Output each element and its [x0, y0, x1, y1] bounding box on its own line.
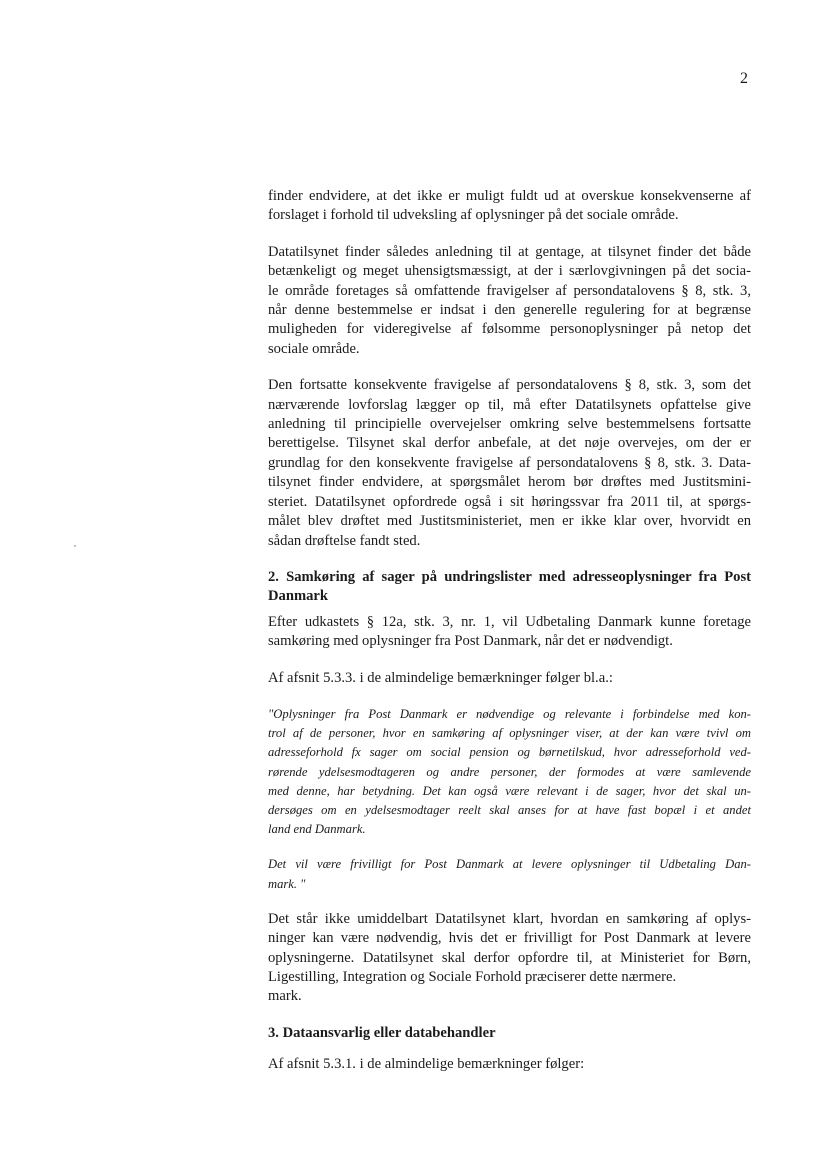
text-line: målet blev drøftet med Justitsministeriet, men er ikke klar over, hvorvidt en — [268, 513, 751, 530]
text-line: finder endvidere, at det ikke er muligt fuldt ud at overskue konsekvenserne af — [268, 188, 751, 204]
text-line: oplysningerne. Datatilsynet skal derfor opfordre til, at Ministeriet for Børn, — [268, 949, 751, 966]
text-line: når denne bestemmelse er indsat i den generelle regulering for at begrænse — [268, 302, 751, 319]
paragraph-6 — [268, 910, 751, 1007]
quotation-2 — [268, 855, 751, 893]
text-line: Den fortsatte konsekvente fravigelse af persondatalovens § 8, stk. 3, som det — [268, 377, 751, 394]
text-line: Det står ikke umiddelbart Datatilsynet klart, hvordan en samkøring af oplys- — [268, 910, 751, 927]
quote-line: Det vil være frivilligt for Post Danmark at levere oplysninger til Udbetaling Dan- — [268, 857, 751, 872]
section-heading-3 — [268, 1024, 751, 1043]
heading-line: Danmark — [268, 588, 328, 605]
text-line: Datatilsynet finder således anledning til at gentage, at tilsynet finder det både — [268, 243, 751, 260]
quote-line: trol af de personer, hvor en samkøring af oplysninger viser, at der kan være tvivl om — [268, 726, 751, 741]
quote-line: land end Danmark. — [268, 822, 366, 837]
paragraph-4 — [268, 613, 751, 652]
paragraph-3 — [268, 376, 751, 551]
text-line: Af afsnit 5.3.1. i de almindelige bemærkninger følger: — [268, 1056, 585, 1073]
paragraph-2 — [268, 243, 751, 359]
page-number: 2 — [740, 70, 748, 87]
text-line: tilsynet finder endvidere, at spørgsmålet herom bør drøftes med Justitsmini- — [268, 474, 751, 491]
paragraph-1 — [268, 187, 751, 226]
heading-line: 2. Samkøring af sager på undringslister med adresseoplysninger fra Post — [268, 568, 751, 585]
quote-line: adresseforhold fx sager om social pension og børnetilskud, hvor adresseforhold ved- — [268, 745, 751, 760]
heading-line: 3. Dataansvarlig eller databehandler — [268, 1024, 496, 1041]
quotation-1 — [268, 705, 751, 839]
text-line: sociale område. — [268, 340, 360, 357]
text-line: ninger kan være nødvendig, hvis det er frivilligt for Post Danmark at levere — [268, 930, 751, 947]
scan-speck — [74, 545, 76, 547]
text-line: Efter udkastets § 12a, stk. 3, nr. 1, vil Udbetaling Danmark kunne foretage — [268, 613, 751, 630]
quote-line: rørende ydelsesmodtageren og andre personer, der formodes at være samlevende — [268, 764, 751, 779]
text-line: nærværende lovforslag lægger op til, må efter Datatilsynets opfattelse give — [268, 396, 751, 413]
quote-line: mark. " — [268, 876, 306, 891]
text-line: Ligestilling, Integration og Sociale Forhold præciserer dette nærmere. — [268, 968, 677, 985]
quote-line: "Oplysninger fra Post Danmark er nødvendige og relevante i forbindelse med kon- — [268, 706, 751, 721]
text-line: samkøring med oplysninger fra Post Danmark, når det er nødvendigt. — [268, 633, 673, 650]
quote-line: med denne, har betydning. Det kan også være relevant i de sager, hvor det skal un- — [268, 783, 751, 798]
text-line: mark. — [268, 988, 302, 1005]
text-line: betænkeligt og meget uhensigtsmæssigt, at der i særlovgivningen på det socia- — [268, 263, 751, 280]
text-line: Af afsnit 5.3.3. i de almindelige bemærkninger følger bl.a.: — [268, 669, 613, 686]
text-line: muligheden for videregivelse af følsomme personoplysninger på netop det — [268, 321, 751, 338]
paragraph-7 — [268, 1055, 751, 1074]
text-line: le område foretages så omfattende fravigelser af persondatalovens § 8, stk. 3, — [268, 282, 751, 299]
text-line: anledning til principielle overvejelser omkring selve bestemmelsens fortsatte — [268, 416, 751, 433]
text-line: forslaget i forhold til udveksling af oplysninger på det sociale område. — [268, 207, 679, 224]
letter-body — [268, 187, 751, 1092]
paragraph-5 — [268, 669, 751, 688]
text-line: berettigelse. Tilsynet skal derfor anbefale, at det nøje overvejes, om der er — [268, 435, 751, 452]
text-line: steriet. Datatilsynet opfordrede også i sit høringssvar fra 2011 til, at spørgs- — [268, 493, 751, 510]
quote-line: dersøges om en ydelsesmodtager reelt skal anses for at have fast bopæl i et andet — [268, 802, 751, 817]
section-heading-2 — [268, 568, 751, 607]
text-line: sådan drøftelse fandt sted. — [268, 532, 421, 549]
text-line: grundlag for den konsekvente fravigelse af persondatalovens § 8, stk. 3. Data- — [268, 454, 751, 471]
